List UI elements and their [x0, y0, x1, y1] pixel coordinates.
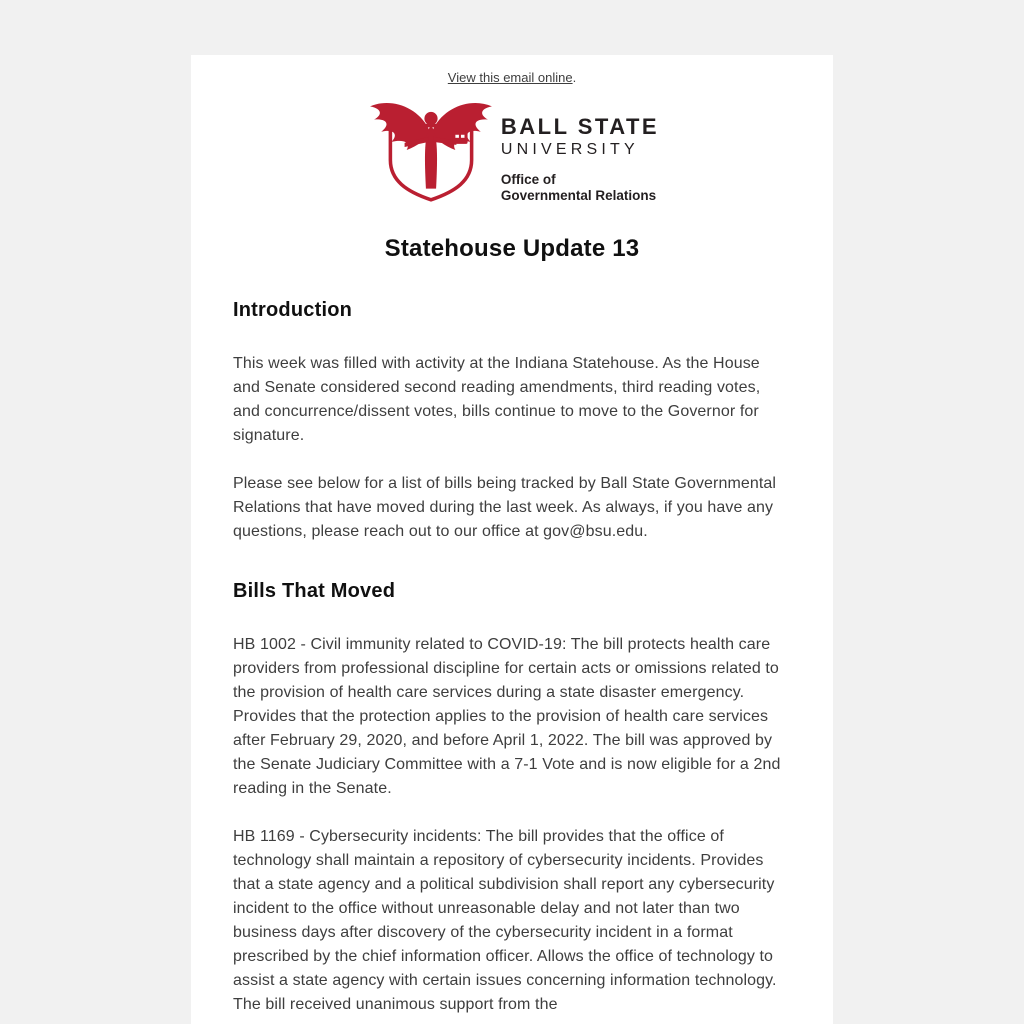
section-heading: Bills That Moved: [233, 580, 396, 602]
paragraph-hb1169: HB 1169 - Cybersecurity incidents: The bill provides that the office of technology shall maintain a repository of cybersecurity incidents. Provides that a state agency and a political subdivision shall report any cybersecurity incident to the office without unreasonable delay and not later than two business days after discovery of the cybersecurity incident in a format prescribed by the chief information officer. Allows the office of technology to assist a state agency with certain issues concerning information technology. The bill received unanimous support from the: [233, 828, 777, 1013]
view-online-link[interactable]: View this email online: [447, 70, 573, 85]
paragraph-hb1002: HB 1002 - Civil immunity related to COVID-19: The bill protects health care providers from professional discipline for certain acts or omissions related to the provision of health care services during a state disaster emergency. Provides that the protection applies to the provision of health care services after February 29, 2020, and before April 1, 2022. The bill was approved by the Senate Judiciary Committee with a 7-1 Vote and is now eligible for a 2nd reading in the Senate.: [233, 636, 781, 797]
bsu-logo: [191, 95, 833, 205]
paragraph: Please see below for a list of bills being tracked by Ball State Governmental Relations that have moved during the last week. As always, if you have any questions, please reach out to our office at gov@bsu.edu.: [233, 475, 777, 540]
email-body-card: [191, 55, 833, 1024]
section-heading: Introduction: [233, 299, 353, 321]
section-bills-that-moved: [233, 580, 791, 1017]
logo-org-name-line2: UNIVERSITY: [500, 140, 639, 158]
logo-wordmark: [501, 97, 659, 204]
beneficence-shield-icon: [365, 95, 497, 205]
paragraph: This week was filled with activity at the Indiana Statehouse. As the House and Senate considered second reading amendments, third reading votes, and concurrence/dissent votes, bills continue to move to the Governor for signature.: [233, 355, 761, 444]
newsletter-title: Statehouse Update 13: [384, 235, 640, 262]
view-online-period: .: [572, 70, 577, 85]
logo-org-name: BALL STATE: [500, 113, 660, 139]
section-introduction: [233, 299, 791, 544]
logo-dept-line1: Office of: [500, 171, 556, 187]
view-online-row: [191, 55, 833, 85]
newsletter-content: [191, 299, 833, 1017]
logo-dept-line2: Governmental Relations: [500, 187, 657, 203]
